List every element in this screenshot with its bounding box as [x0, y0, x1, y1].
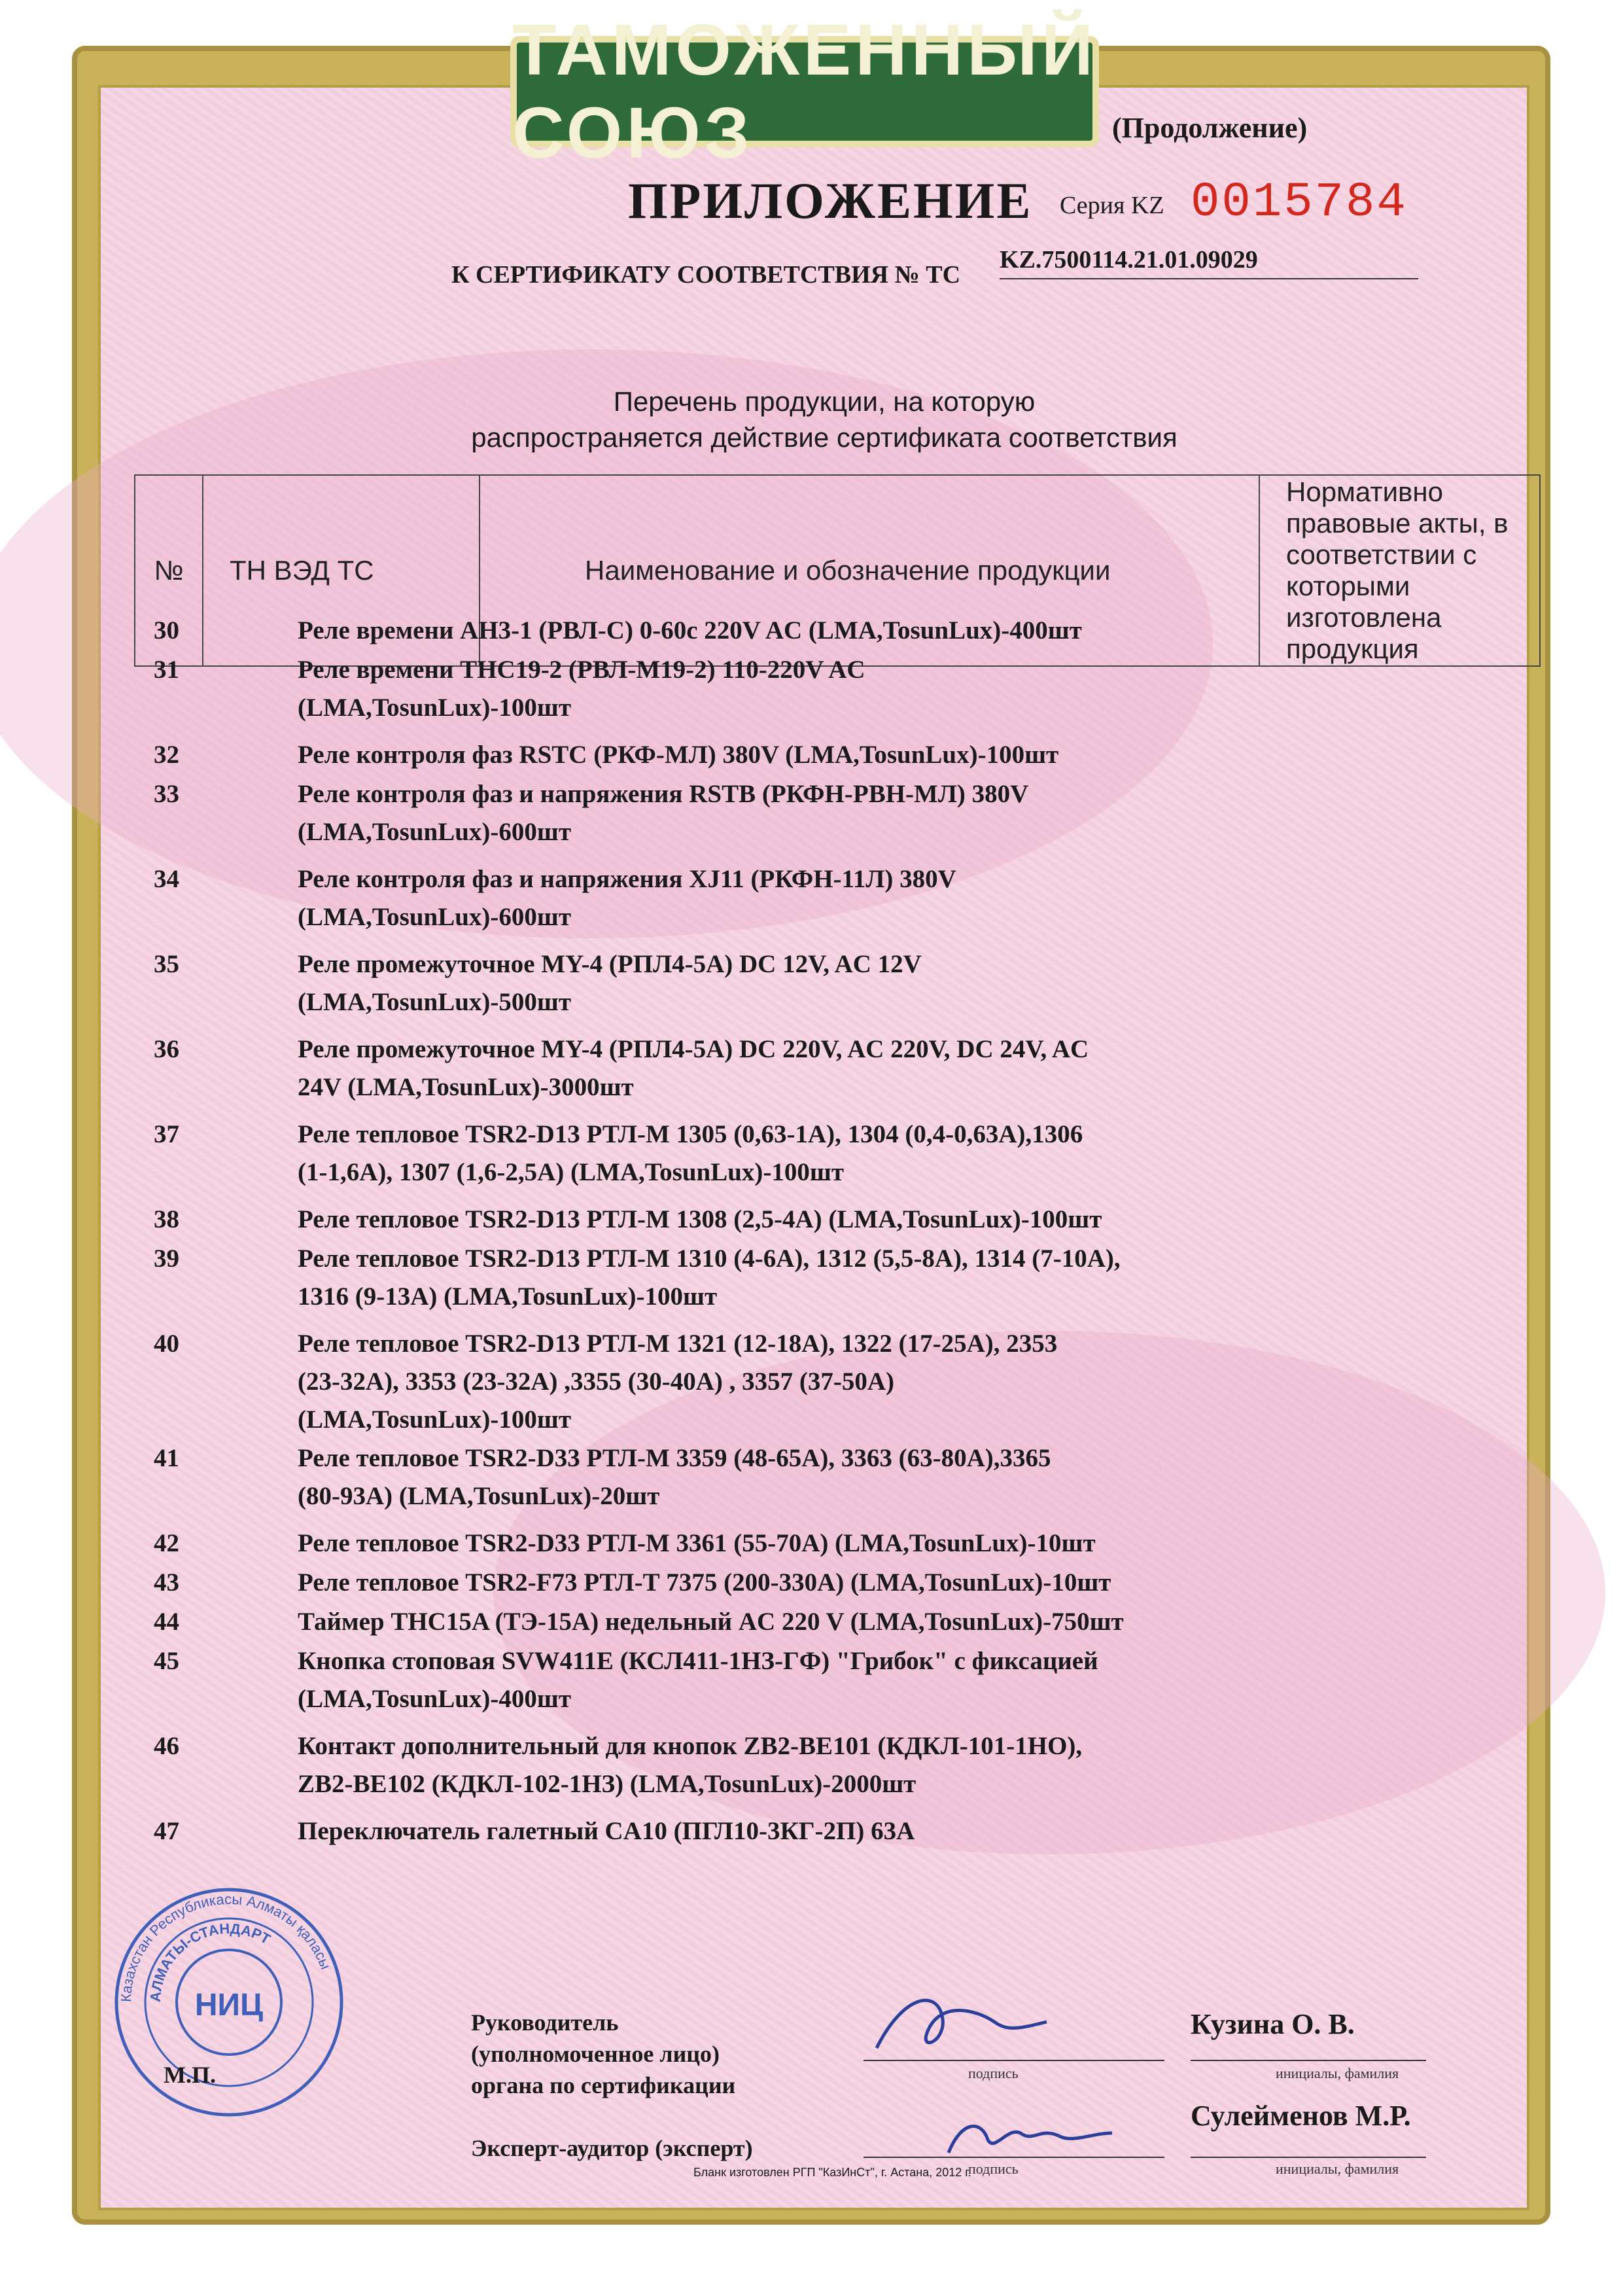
col-no: №: [135, 475, 203, 666]
expert-name: Сулейменов М.Р.: [1191, 2100, 1411, 2132]
row-text-line: Реле контроля фаз RSTC (РКФ-МЛ) 380V (LMA,TosunLux)-100шт: [298, 741, 1059, 769]
row-text-line: Реле контроля фаз и напряжения RSTB (РКФН-РВН-МЛ) 380V: [298, 780, 1029, 808]
head-name: Кузина О. В.: [1191, 2008, 1355, 2040]
expert-initials-caption: инициалы, фамилия: [1276, 2161, 1399, 2177]
head-line2: (уполномоченное лицо): [471, 2041, 720, 2067]
row-text-line: Реле времени THC19-2 (РВЛ-М19-2) 110-220V AC: [298, 656, 865, 684]
series-label: Серия KZ: [1060, 192, 1164, 219]
row-text: [298, 612, 1462, 650]
row-text-line: Реле времени АН3-1 (РВЛ-С) 0-60с 220V AC (LMA,TosunLux)-400шт: [298, 616, 1082, 645]
row-text: [298, 1116, 1462, 1192]
row-text: [298, 1240, 1462, 1316]
stamp-center: НИЦ: [194, 1988, 264, 2022]
col-code: ТН ВЭД ТС: [203, 475, 480, 666]
row-text-line: Реле тепловое TSR2-F73 РТЛ-Т 7375 (200-330А) (LMA,TosunLux)-10шт: [298, 1568, 1111, 1597]
row-text-line: Реле тепловое TSR2-D33 РТЛ-М 3359 (48-65А), 3363 (63-80А),3365: [298, 1444, 1051, 1472]
row-number: 46: [154, 1732, 179, 1760]
row-text: [298, 736, 1462, 774]
expert-label: Эксперт-аудитор (эксперт): [471, 2135, 753, 2161]
row-text-line: Реле тепловое TSR2-D13 РТЛ-М 1305 (0,63-1А), 1304 (0,4-0,63А),1306: [298, 1120, 1083, 1148]
row-text: [298, 1564, 1462, 1602]
expert-sign-caption: подпись: [968, 2161, 1019, 2177]
row-number: 45: [154, 1647, 179, 1675]
row-text-line: (LMA,TosunLux)-100шт: [298, 1405, 571, 1434]
row-number: 39: [154, 1245, 179, 1273]
row-text-line: Кнопка стоповая SVW411E (КСЛ411-1НЗ-ГФ) "Грибок" с фиксацией: [298, 1647, 1098, 1675]
customs-union-banner: ТАМОЖЕННЫЙ СОЮЗ: [510, 36, 1099, 147]
row-number: 30: [154, 616, 179, 645]
row-text-line: (80-93А) (LMA,TosunLux)-20шт: [298, 1482, 660, 1510]
row-number: 36: [154, 1035, 179, 1063]
stamp-inner-text: АЛМАТЫ-СТАНДАРТ: [147, 1920, 273, 2003]
row-text: [298, 775, 1462, 851]
mp-label: М.П.: [164, 2062, 216, 2088]
head-line3: органа по сертификации: [471, 2072, 736, 2098]
row-number: 31: [154, 656, 179, 684]
row-text: [298, 1031, 1462, 1106]
row-number: 38: [154, 1205, 179, 1233]
row-text-line: Реле контроля фаз и напряжения XJ11 (РКФН-11Л) 380V: [298, 865, 956, 893]
row-text-line: (1-1,6А), 1307 (1,6-2,5А) (LMA,TosunLux)-100шт: [298, 1158, 844, 1186]
row-text-line: 1316 (9-13А) (LMA,TosunLux)-100шт: [298, 1282, 718, 1311]
row-number: 41: [154, 1444, 179, 1472]
row-text-line: Реле промежуточное MY-4 (РПЛ4-5А) DC 12V, AC 12V: [298, 950, 922, 978]
row-text-line: 24V (LMA,TosunLux)-3000шт: [298, 1073, 634, 1101]
row-text-line: Реле тепловое TSR2-D13 РТЛ-М 1310 (4-6А), 1312 (5,5-8А), 1314 (7-10А),: [298, 1245, 1121, 1273]
row-number: 32: [154, 741, 179, 769]
row-text: [298, 1603, 1462, 1641]
col-acts: Нормативно правовые акты, в соответствии с которыми изготовлена продукция: [1259, 475, 1540, 666]
row-text-line: Переключатель галетный CA10 (ПГЛ10-3КГ-2П) 63А: [298, 1817, 915, 1845]
row-number: 43: [154, 1568, 179, 1597]
row-text-line: Реле тепловое TSR2-D13 РТЛ-М 1308 (2,5-4А) (LMA,TosunLux)-100шт: [298, 1205, 1102, 1233]
row-text: [298, 1642, 1462, 1718]
certificate-number: KZ.7500114.21.01.09029: [1000, 245, 1418, 279]
head-sign-caption: подпись: [968, 2065, 1019, 2081]
head-signature: [864, 1983, 1060, 2068]
row-text-line: (LMA,TosunLux)-100шт: [298, 694, 571, 722]
series-number: 0015784: [1191, 175, 1408, 230]
row-number: 40: [154, 1330, 179, 1358]
continuation-label: (Продолжение): [1112, 112, 1308, 144]
row-text-line: (LMA,TosunLux)-500шт: [298, 988, 571, 1016]
row-text-line: Реле тепловое TSR2-D13 РТЛ-М 1321 (12-18А), 1322 (17-25А), 2353: [298, 1330, 1058, 1358]
row-text-line: Реле тепловое TSR2-D33 РТЛ-М 3361 (55-70А) (LMA,TosunLux)-10шт: [298, 1529, 1096, 1557]
row-text-line: (23-32А), 3353 (23-32А) ,3355 (30-40А) , 3357 (37-50А): [298, 1368, 895, 1396]
col-name: Наименование и обозначение продукции: [480, 475, 1259, 666]
blank-footer: Бланк изготовлен РГП "КазИнСт", г. Астана, 2012 г.: [693, 2166, 971, 2179]
row-text-line: Таймер THC15A (ТЭ-15А) недельный AC 220 V (LMA,TosunLux)-750шт: [298, 1608, 1124, 1636]
row-text: [298, 651, 1462, 727]
row-text-line: (LMA,TosunLux)-600шт: [298, 903, 571, 931]
row-number: 37: [154, 1120, 179, 1148]
row-text: [298, 1201, 1462, 1239]
row-text-line: ZB2-BE102 (КДКЛ-102-1НЗ) (LMA,TosunLux)-2000шт: [298, 1770, 916, 1798]
row-text: [298, 1439, 1462, 1515]
row-number: 47: [154, 1817, 179, 1845]
head-initials-caption: инициалы, фамилия: [1276, 2065, 1399, 2081]
row-text: [298, 860, 1462, 936]
row-number: 33: [154, 780, 179, 808]
stamp-outer-text: Казахстан Республикасы Алматы қаласы: [117, 1890, 334, 2003]
row-text: [298, 1727, 1462, 1803]
row-number: 44: [154, 1608, 179, 1636]
row-text-line: Реле промежуточное MY-4 (РПЛ4-5А) DC 220V, AC 220V, DC 24V, AC: [298, 1035, 1089, 1063]
row-text-line: (LMA,TosunLux)-600шт: [298, 818, 571, 846]
page-title: ПРИЛОЖЕНИЕ: [628, 172, 1033, 229]
row-number: 35: [154, 950, 179, 978]
list-title-line1: Перечень продукции, на которую: [613, 386, 1036, 417]
row-text-line: (LMA,TosunLux)-400шт: [298, 1685, 571, 1713]
row-text: [298, 1525, 1462, 1563]
row-number: 34: [154, 865, 179, 893]
certificate-label: К СЕРТИФИКАТУ СООТВЕТСТВИЯ № ТС: [451, 261, 961, 289]
head-line1: Руководитель: [471, 2009, 619, 2036]
list-title-line2: распространяется действие сертификата соответствия: [471, 422, 1178, 453]
row-text: [298, 1325, 1462, 1439]
row-text-line: Контакт дополнительный для кнопок ZB2-BE101 (КДКЛ-101-1НО),: [298, 1732, 1083, 1760]
row-text: [298, 945, 1462, 1021]
row-text: [298, 1812, 1462, 1850]
round-seal-stamp: [111, 1884, 347, 2120]
row-number: 42: [154, 1529, 179, 1557]
